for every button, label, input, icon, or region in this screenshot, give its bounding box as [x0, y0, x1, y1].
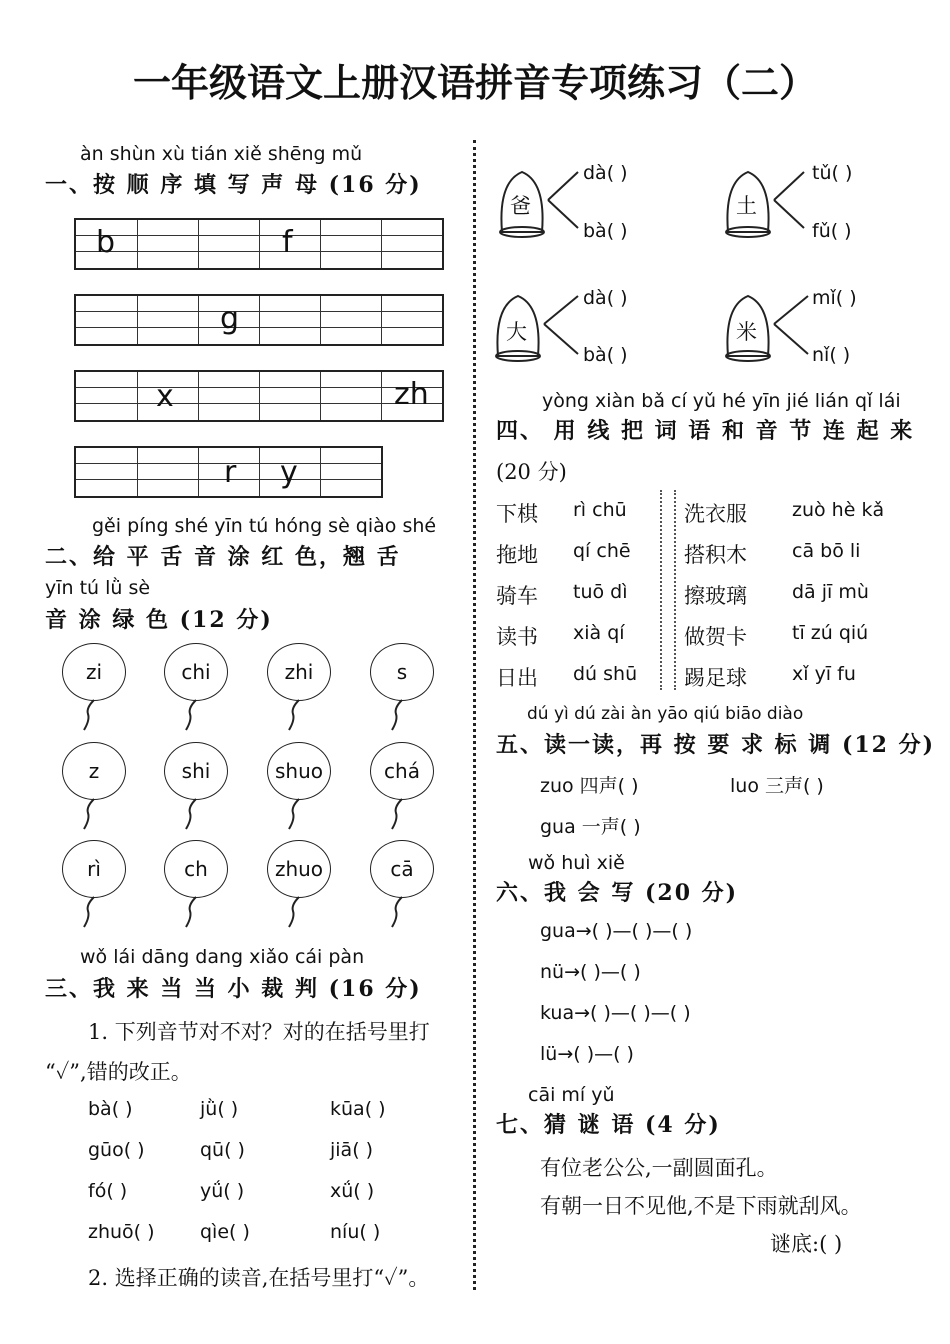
grid-letter: g — [220, 301, 240, 336]
s5-item: zuo 四声( ) — [540, 775, 639, 797]
bell-option: bà( ) — [583, 344, 628, 366]
s2-heading-2: 音 涂 绿 色 (12 分) — [45, 607, 273, 633]
syllable: dā jī mù — [792, 581, 869, 603]
syllable: xià qí — [573, 622, 625, 644]
s3-item: qū( ) — [200, 1139, 245, 1161]
word: 做贺卡 — [684, 625, 747, 649]
syllable: tī zú qiú — [792, 622, 869, 644]
s1-heading: 一、按 顺 序 填 写 声 母 (16 分) — [45, 172, 422, 198]
s5-pinyin: dú yì dú zài àn yāo qiú biāo diào — [527, 704, 804, 724]
grid-letter: f — [282, 225, 293, 260]
balloon[interactable]: zhuo — [267, 840, 331, 898]
riddle-line-1: 有位老公公,一副圆面孔。 — [540, 1156, 778, 1180]
s3-item: gūo( ) — [88, 1139, 145, 1161]
word: 读书 — [496, 625, 538, 649]
s3-item: fó( ) — [88, 1180, 128, 1202]
s2-heading-1: 二、给 平 舌 音 涂 红 色，翘 舌 — [45, 544, 401, 570]
bell-diagrams — [490, 150, 930, 380]
bell-option: fǔ( ) — [812, 220, 852, 242]
s1-pinyin: àn shùn xù tián xiě shēng mǔ — [80, 143, 363, 165]
grid-letter: x — [156, 379, 174, 414]
syllable: xǐ yī fu — [792, 663, 856, 685]
page-title: 一年级语文上册汉语拼音专项练习（二） — [132, 61, 817, 105]
s2-pinyin-1: gěi píng shé yīn tú hóng sè qiào shé — [92, 515, 437, 537]
s6-item: kua→( )—( )—( ) — [540, 1002, 691, 1024]
riddle-answer: 谜底:( ) — [770, 1232, 843, 1256]
s3-item: qìe( ) — [200, 1221, 250, 1243]
s7-pinyin: cāi mí yǔ — [528, 1084, 615, 1106]
balloon[interactable]: shi — [164, 742, 228, 800]
s6-item: nü→( )—( ) — [540, 961, 641, 983]
s3-question-1a: 1. 下列音节对不对？对的在括号里打 — [88, 1020, 430, 1044]
s3-item: jǜ( ) — [200, 1098, 239, 1120]
bell-char: 大 — [506, 320, 527, 344]
grid-letter: r — [224, 455, 237, 490]
word: 骑车 — [496, 584, 538, 608]
balloon[interactable]: zi — [62, 643, 126, 701]
dotted-separator — [660, 490, 676, 690]
s4-pinyin: yòng xiàn bǎ cí yǔ hé yīn jié lián qǐ lái — [542, 390, 901, 412]
s4-score: (20 分) — [496, 460, 567, 484]
bell-option: dà( ) — [583, 162, 628, 184]
balloon[interactable]: rì — [62, 840, 126, 898]
column-divider — [473, 140, 476, 1290]
syllable: cā bō li — [792, 540, 861, 562]
word: 下棋 — [496, 502, 538, 526]
word: 洗衣服 — [684, 502, 747, 526]
syllable: dú shū — [573, 663, 638, 685]
bell-char: 爸 — [510, 194, 531, 218]
word: 日出 — [496, 666, 538, 690]
balloon[interactable]: chi — [164, 643, 228, 701]
s7-heading: 七、猜 谜 语 (4 分) — [496, 1112, 721, 1138]
s3-item: zhuō( ) — [88, 1221, 155, 1243]
balloon[interactable]: cā — [370, 840, 434, 898]
s3-item: níu( ) — [330, 1221, 381, 1243]
syllable: tuō dì — [573, 581, 628, 603]
bell-option: dà( ) — [583, 287, 628, 309]
balloon[interactable]: zhi — [267, 643, 331, 701]
balloon[interactable]: s — [370, 643, 434, 701]
s3-item: kūa( ) — [330, 1098, 386, 1120]
syllable: qí chē — [573, 540, 631, 562]
bell-option: nǐ( ) — [812, 344, 851, 366]
balloon-strings — [0, 0, 470, 940]
s4-heading: 四、 用 线 把 词 语 和 音 节 连 起 来 — [496, 418, 915, 444]
s5-item: luo 三声( ) — [730, 775, 824, 797]
s3-question-2: 2. 选择正确的读音,在括号里打“✓”。 — [88, 1266, 430, 1290]
s3-question-1b: “✓”,错的改正。 — [45, 1060, 192, 1084]
s3-item: jiā( ) — [330, 1139, 374, 1161]
s2-pinyin-2: yīn tú lǜ sè — [45, 577, 151, 599]
bell-char: 米 — [736, 320, 757, 344]
grid-letter: y — [280, 455, 298, 490]
bell-option: mǐ( ) — [812, 287, 857, 309]
s5-heading: 五、读一读，再 按 要 求 标 调 (12 分) — [496, 732, 936, 758]
bell-char: 土 — [736, 194, 757, 218]
s3-item: yǘ( ) — [200, 1180, 245, 1202]
grid-letter: b — [96, 225, 116, 260]
word: 踢足球 — [684, 666, 747, 690]
bell-option: tǔ( ) — [812, 162, 853, 184]
balloon[interactable]: shuo — [267, 742, 331, 800]
s3-pinyin: wǒ lái dāng dang xiǎo cái pàn — [80, 946, 365, 968]
riddle-line-2: 有朝一日不见他,不是下雨就刮风。 — [540, 1194, 862, 1218]
balloon[interactable]: ch — [164, 840, 228, 898]
word: 擦玻璃 — [684, 584, 747, 608]
s6-pinyin: wǒ huì xiě — [528, 852, 625, 874]
grid-letter: zh — [394, 377, 429, 412]
s3-item: bà( ) — [88, 1098, 133, 1120]
bell-option: bà( ) — [583, 220, 628, 242]
word: 搭积木 — [684, 543, 747, 567]
word: 拖地 — [496, 543, 538, 567]
s3-item: xǘ( ) — [330, 1180, 375, 1202]
balloon[interactable]: chá — [370, 742, 434, 800]
s3-heading: 三、我 来 当 当 小 裁 判 (16 分) — [45, 976, 422, 1002]
syllable: zuò hè kǎ — [792, 499, 885, 521]
syllable: rì chū — [573, 499, 627, 521]
s6-item: lü→( )—( ) — [540, 1043, 634, 1065]
s6-heading: 六、我 会 写 (20 分) — [496, 880, 739, 906]
s6-item: gua→( )—( )—( ) — [540, 920, 693, 942]
s5-item: gua 一声( ) — [540, 816, 641, 838]
balloon[interactable]: z — [62, 742, 126, 800]
